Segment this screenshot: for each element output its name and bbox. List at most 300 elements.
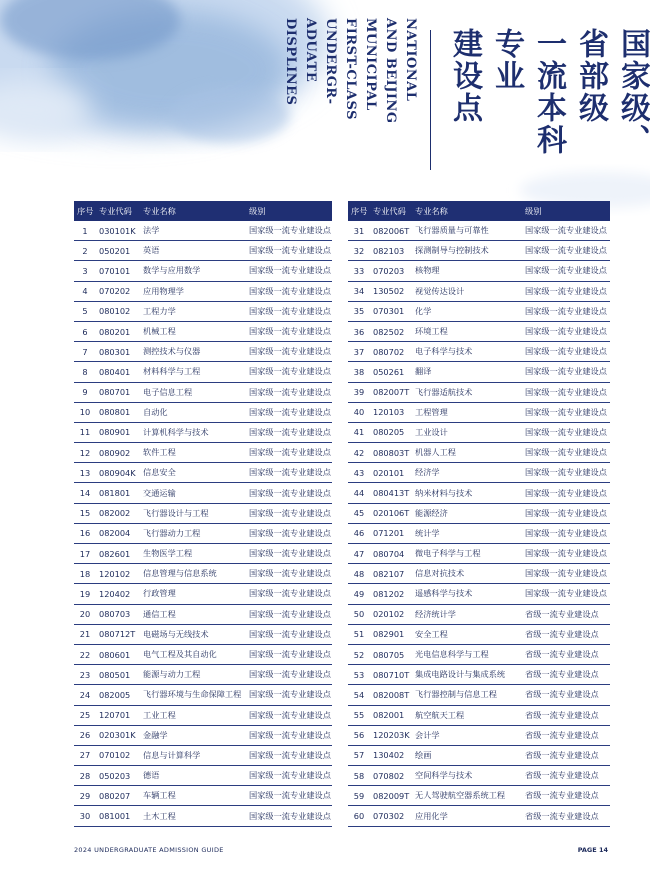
header-no: 序号 [348, 201, 370, 221]
english-title [282, 18, 418, 123]
cell-code: 120701 [96, 705, 140, 725]
cell-level: 国家级一流专业建设点 [246, 745, 332, 765]
cell-level: 国家级一流专业建设点 [246, 786, 332, 806]
cell-code: 020102 [370, 604, 412, 624]
cell-no: 26 [74, 725, 96, 745]
cell-code: 080801 [96, 402, 140, 422]
cell-code: 050203 [96, 766, 140, 786]
cell-no: 11 [74, 422, 96, 442]
table-row [348, 443, 610, 463]
cell-level: 国家级一流专业建设点 [246, 422, 332, 442]
cell-code: 120103 [370, 402, 412, 422]
cell-no: 6 [74, 321, 96, 341]
majors-table-right [348, 201, 610, 827]
cell-level: 国家级一流专业建设点 [522, 483, 610, 503]
english-title-line: AND BEIJING [383, 18, 398, 124]
cell-name: 无人驾驶航空器系统工程 [412, 786, 522, 806]
cell-name: 空间科学与技术 [412, 766, 522, 786]
cell-code: 081001 [96, 806, 140, 826]
cell-level: 国家级一流专业建设点 [522, 402, 610, 422]
cell-code: 120203K [370, 725, 412, 745]
cell-level: 国家级一流专业建设点 [246, 503, 332, 523]
cell-code: 070202 [96, 281, 140, 301]
table-row [74, 644, 332, 664]
table-row [74, 624, 332, 644]
cell-level: 国家级一流专业建设点 [522, 301, 610, 321]
cell-no: 4 [74, 281, 96, 301]
cell-name: 信息安全 [140, 463, 246, 483]
cell-no: 38 [348, 362, 370, 382]
table-row [348, 584, 610, 604]
cell-name: 软件工程 [140, 443, 246, 463]
cell-code: 080102 [96, 301, 140, 321]
cell-code: 080904K [96, 463, 140, 483]
cell-name: 车辆工程 [140, 786, 246, 806]
cell-level: 国家级一流专业建设点 [522, 422, 610, 442]
chinese-title-line: 建设点 [447, 28, 482, 124]
cell-name: 飞行器环境与生命保障工程 [140, 685, 246, 705]
cell-level: 国家级一流专业建设点 [522, 523, 610, 543]
cell-level: 国家级一流专业建设点 [246, 705, 332, 725]
cell-level: 国家级一流专业建设点 [246, 523, 332, 543]
cell-name: 电气工程及其自动化 [140, 644, 246, 664]
cell-code: 082502 [370, 321, 412, 341]
table-row [74, 544, 332, 564]
cell-name: 环境工程 [412, 321, 522, 341]
table-row [74, 564, 332, 584]
cell-level: 省级一流专业建设点 [522, 766, 610, 786]
cell-code: 080501 [96, 665, 140, 685]
cell-level: 国家级一流专业建设点 [246, 321, 332, 341]
english-title-line: ADUATE [303, 18, 318, 83]
cell-code: 082901 [370, 624, 412, 644]
cell-name: 信息与计算科学 [140, 745, 246, 765]
cell-level: 省级一流专业建设点 [522, 665, 610, 685]
cell-code: 050201 [96, 241, 140, 261]
cell-name: 数学与应用数学 [140, 261, 246, 281]
chinese-title [446, 28, 650, 156]
cell-name: 飞行器设计与工程 [140, 503, 246, 523]
cell-code: 070102 [96, 745, 140, 765]
cell-name: 应用化学 [412, 806, 522, 826]
cell-name: 纳米材料与技术 [412, 483, 522, 503]
cell-name: 遥感科学与技术 [412, 584, 522, 604]
table-row [348, 422, 610, 442]
cell-code: 080710T [370, 665, 412, 685]
cell-no: 45 [348, 503, 370, 523]
header-code: 专业代码 [96, 201, 140, 221]
cell-name: 机器人工程 [412, 443, 522, 463]
table-row [348, 544, 610, 564]
cell-code: 070203 [370, 261, 412, 281]
cell-no: 9 [74, 382, 96, 402]
cell-name: 工业工程 [140, 705, 246, 725]
table-row [348, 402, 610, 422]
cell-name: 应用物理学 [140, 281, 246, 301]
header-level: 级别 [246, 201, 332, 221]
table-row [348, 301, 610, 321]
cell-name: 经济学 [412, 463, 522, 483]
cell-code: 080803T [370, 443, 412, 463]
table-row [348, 261, 610, 281]
cell-name: 金融学 [140, 725, 246, 745]
cell-level: 国家级一流专业建设点 [246, 766, 332, 786]
cell-code: 080702 [370, 342, 412, 362]
cell-level: 省级一流专业建设点 [522, 644, 610, 664]
cell-no: 7 [74, 342, 96, 362]
cell-code: 080201 [96, 321, 140, 341]
cell-level: 国家级一流专业建设点 [246, 644, 332, 664]
cell-no: 46 [348, 523, 370, 543]
english-title-line: NATIONAL [403, 18, 418, 102]
cell-level: 国家级一流专业建设点 [246, 241, 332, 261]
cell-name: 通信工程 [140, 604, 246, 624]
cell-level: 省级一流专业建设点 [522, 725, 610, 745]
cell-name: 法学 [140, 221, 246, 241]
table-row [74, 584, 332, 604]
cell-code: 080207 [96, 786, 140, 806]
cell-code: 082107 [370, 564, 412, 584]
cell-no: 56 [348, 725, 370, 745]
cell-name: 德语 [140, 766, 246, 786]
cell-code: 070101 [96, 261, 140, 281]
cell-no: 51 [348, 624, 370, 644]
table-row [348, 342, 610, 362]
cell-no: 55 [348, 705, 370, 725]
chinese-title-line: 专业 [489, 28, 524, 92]
cell-code: 082103 [370, 241, 412, 261]
cell-code: 082009T [370, 786, 412, 806]
cell-code: 080413T [370, 483, 412, 503]
cell-code: 130502 [370, 281, 412, 301]
table-row [348, 503, 610, 523]
cell-no: 60 [348, 806, 370, 826]
header-level: 级别 [522, 201, 610, 221]
cell-name: 统计学 [412, 523, 522, 543]
cell-no: 52 [348, 644, 370, 664]
cell-level: 国家级一流专业建设点 [246, 221, 332, 241]
table-row [348, 564, 610, 584]
cell-code: 020106T [370, 503, 412, 523]
cell-code: 080703 [96, 604, 140, 624]
cell-level: 国家级一流专业建设点 [522, 503, 610, 523]
cell-no: 25 [74, 705, 96, 725]
cell-name: 安全工程 [412, 624, 522, 644]
table-row [348, 604, 610, 624]
cell-code: 020101 [370, 463, 412, 483]
cell-name: 测控技术与仪器 [140, 342, 246, 362]
english-title-line: MUNICIPAL [363, 18, 378, 111]
cell-name: 机械工程 [140, 321, 246, 341]
footer-guide-title: 2024 UNDERGRADUATE ADMISSION GUIDE [74, 846, 224, 854]
table-row [74, 786, 332, 806]
cell-code: 080705 [370, 644, 412, 664]
table-row [348, 483, 610, 503]
table-row [74, 604, 332, 624]
cell-no: 8 [74, 362, 96, 382]
cell-level: 国家级一流专业建设点 [246, 281, 332, 301]
table-row [74, 281, 332, 301]
cell-level: 国家级一流专业建设点 [246, 806, 332, 826]
cell-no: 35 [348, 301, 370, 321]
cell-no: 33 [348, 261, 370, 281]
cell-name: 电子信息工程 [140, 382, 246, 402]
cell-name: 飞行器适航技术 [412, 382, 522, 402]
cell-code: 082006T [370, 221, 412, 241]
cell-name: 工程管理 [412, 402, 522, 422]
cell-no: 3 [74, 261, 96, 281]
cell-name: 会计学 [412, 725, 522, 745]
cell-no: 29 [74, 786, 96, 806]
cell-no: 12 [74, 443, 96, 463]
cell-no: 53 [348, 665, 370, 685]
chinese-title-line: 国家级、 [615, 28, 650, 156]
cell-name: 探测制导与控制技术 [412, 241, 522, 261]
cell-no: 47 [348, 544, 370, 564]
cell-no: 39 [348, 382, 370, 402]
cell-no: 13 [74, 463, 96, 483]
english-title-line: DISPLINES [283, 18, 298, 106]
title-divider [430, 30, 431, 170]
cell-level: 国家级一流专业建设点 [246, 301, 332, 321]
cell-name: 核物理 [412, 261, 522, 281]
table-row [348, 382, 610, 402]
cell-code: 080601 [96, 644, 140, 664]
cell-code: 082002 [96, 503, 140, 523]
cell-level: 国家级一流专业建设点 [522, 443, 610, 463]
cell-code: 120402 [96, 584, 140, 604]
cell-name: 飞行器动力工程 [140, 523, 246, 543]
cell-level: 国家级一流专业建设点 [522, 321, 610, 341]
cell-level: 国家级一流专业建设点 [246, 382, 332, 402]
cell-no: 31 [348, 221, 370, 241]
cell-no: 40 [348, 402, 370, 422]
cell-no: 19 [74, 584, 96, 604]
cell-level: 国家级一流专业建设点 [246, 544, 332, 564]
cell-no: 42 [348, 443, 370, 463]
cell-no: 44 [348, 483, 370, 503]
cell-code: 070802 [370, 766, 412, 786]
cell-code: 082007T [370, 382, 412, 402]
cell-name: 飞行器控制与信息工程 [412, 685, 522, 705]
table-row [74, 221, 332, 241]
cell-no: 16 [74, 523, 96, 543]
table-row [348, 644, 610, 664]
cell-level: 国家级一流专业建设点 [522, 362, 610, 382]
cell-code: 082005 [96, 685, 140, 705]
table-row [74, 463, 332, 483]
cell-no: 36 [348, 321, 370, 341]
cell-code: 130402 [370, 745, 412, 765]
table-row [74, 523, 332, 543]
cell-code: 050261 [370, 362, 412, 382]
cell-level: 国家级一流专业建设点 [522, 544, 610, 564]
cell-name: 光电信息科学与工程 [412, 644, 522, 664]
cell-name: 电子科学与技术 [412, 342, 522, 362]
cell-code: 020301K [96, 725, 140, 745]
table-row [348, 321, 610, 341]
cell-level: 国家级一流专业建设点 [522, 342, 610, 362]
cell-code: 082001 [370, 705, 412, 725]
cell-code: 120102 [96, 564, 140, 584]
table-row [74, 402, 332, 422]
cell-name: 信息对抗技术 [412, 564, 522, 584]
cell-code: 081202 [370, 584, 412, 604]
cell-code: 080301 [96, 342, 140, 362]
header-code: 专业代码 [370, 201, 412, 221]
table-row [74, 301, 332, 321]
cell-name: 工业设计 [412, 422, 522, 442]
table-row [74, 443, 332, 463]
cell-code: 081801 [96, 483, 140, 503]
chinese-title-line: 一流本科 [531, 28, 566, 156]
cell-level: 国家级一流专业建设点 [522, 564, 610, 584]
cell-code: 030101K [96, 221, 140, 241]
table-row [74, 321, 332, 341]
cell-no: 24 [74, 685, 96, 705]
table-row [348, 725, 610, 745]
table-row [74, 745, 332, 765]
cell-level: 国家级一流专业建设点 [246, 624, 332, 644]
cell-no: 57 [348, 745, 370, 765]
cell-no: 1 [74, 221, 96, 241]
chinese-title-line: 省部级 [573, 28, 608, 124]
cell-no: 59 [348, 786, 370, 806]
cell-level: 国家级一流专业建设点 [522, 382, 610, 402]
table-row [348, 281, 610, 301]
cell-no: 18 [74, 564, 96, 584]
table-row [74, 342, 332, 362]
cell-level: 国家级一流专业建设点 [246, 584, 332, 604]
cell-name: 化学 [412, 301, 522, 321]
cell-name: 行政管理 [140, 584, 246, 604]
table-row [74, 422, 332, 442]
cell-name: 集成电路设计与集成系统 [412, 665, 522, 685]
cell-no: 28 [74, 766, 96, 786]
table-row [348, 665, 610, 685]
table-header-row [348, 201, 610, 221]
table-row [348, 463, 610, 483]
cell-level: 国家级一流专业建设点 [522, 241, 610, 261]
cell-level: 省级一流专业建设点 [522, 624, 610, 644]
table-row [348, 705, 610, 725]
cell-code: 082008T [370, 685, 412, 705]
table-row [348, 786, 610, 806]
table-header-row [74, 201, 332, 221]
table-row [74, 241, 332, 261]
cell-no: 27 [74, 745, 96, 765]
cell-name: 能源与动力工程 [140, 665, 246, 685]
table-row [348, 806, 610, 826]
cell-name: 材料科学与工程 [140, 362, 246, 382]
table-row [74, 766, 332, 786]
cell-name: 计算机科学与技术 [140, 422, 246, 442]
cell-no: 14 [74, 483, 96, 503]
table-row [74, 725, 332, 745]
cell-no: 15 [74, 503, 96, 523]
cell-level: 国家级一流专业建设点 [522, 261, 610, 281]
cell-no: 5 [74, 301, 96, 321]
cell-code: 080902 [96, 443, 140, 463]
cell-code: 080704 [370, 544, 412, 564]
cell-no: 58 [348, 766, 370, 786]
cell-name: 生物医学工程 [140, 544, 246, 564]
cell-name: 自动化 [140, 402, 246, 422]
cell-level: 国家级一流专业建设点 [246, 463, 332, 483]
cell-level: 省级一流专业建设点 [522, 786, 610, 806]
cell-no: 30 [74, 806, 96, 826]
cell-level: 省级一流专业建设点 [522, 745, 610, 765]
cell-name: 能源经济 [412, 503, 522, 523]
header-name: 专业名称 [140, 201, 246, 221]
cell-level: 国家级一流专业建设点 [246, 564, 332, 584]
cell-name: 经济统计学 [412, 604, 522, 624]
cell-no: 49 [348, 584, 370, 604]
page-number: PAGE 14 [577, 846, 608, 854]
cell-name: 工程力学 [140, 301, 246, 321]
cell-level: 省级一流专业建设点 [522, 705, 610, 725]
table-row [348, 745, 610, 765]
cell-name: 土木工程 [140, 806, 246, 826]
header-no: 序号 [74, 201, 96, 221]
cell-level: 国家级一流专业建设点 [522, 463, 610, 483]
cell-no: 22 [74, 644, 96, 664]
table-row [74, 665, 332, 685]
header-name: 专业名称 [412, 201, 522, 221]
cell-no: 23 [74, 665, 96, 685]
table-row [74, 685, 332, 705]
cell-no: 32 [348, 241, 370, 261]
cell-name: 航空航天工程 [412, 705, 522, 725]
cell-no: 41 [348, 422, 370, 442]
cell-level: 省级一流专业建设点 [522, 685, 610, 705]
table-row [348, 685, 610, 705]
table-row [348, 221, 610, 241]
english-title-line: FIRST-CLASS [343, 18, 358, 120]
majors-table-left [74, 201, 332, 827]
cell-level: 国家级一流专业建设点 [246, 725, 332, 745]
cell-name: 交通运输 [140, 483, 246, 503]
cell-no: 17 [74, 544, 96, 564]
table-row [348, 362, 610, 382]
cell-level: 国家级一流专业建设点 [522, 281, 610, 301]
cell-level: 国家级一流专业建设点 [246, 604, 332, 624]
cell-code: 082004 [96, 523, 140, 543]
cell-no: 21 [74, 624, 96, 644]
cell-no: 10 [74, 402, 96, 422]
cell-level: 国家级一流专业建设点 [246, 342, 332, 362]
cell-level: 省级一流专业建设点 [522, 604, 610, 624]
cell-level: 国家级一流专业建设点 [246, 402, 332, 422]
cell-code: 071201 [370, 523, 412, 543]
cell-no: 2 [74, 241, 96, 261]
table-row [74, 503, 332, 523]
cell-code: 080712T [96, 624, 140, 644]
cell-name: 绘画 [412, 745, 522, 765]
table-row [74, 806, 332, 826]
cell-level: 国家级一流专业建设点 [246, 483, 332, 503]
cell-code: 080205 [370, 422, 412, 442]
cell-name: 信息管理与信息系统 [140, 564, 246, 584]
cell-level: 国家级一流专业建设点 [246, 685, 332, 705]
cell-code: 082601 [96, 544, 140, 564]
table-row [74, 382, 332, 402]
table-row [348, 766, 610, 786]
cell-level: 国家级一流专业建设点 [246, 362, 332, 382]
table-row [348, 523, 610, 543]
cell-code: 080701 [96, 382, 140, 402]
cell-code: 070301 [370, 301, 412, 321]
